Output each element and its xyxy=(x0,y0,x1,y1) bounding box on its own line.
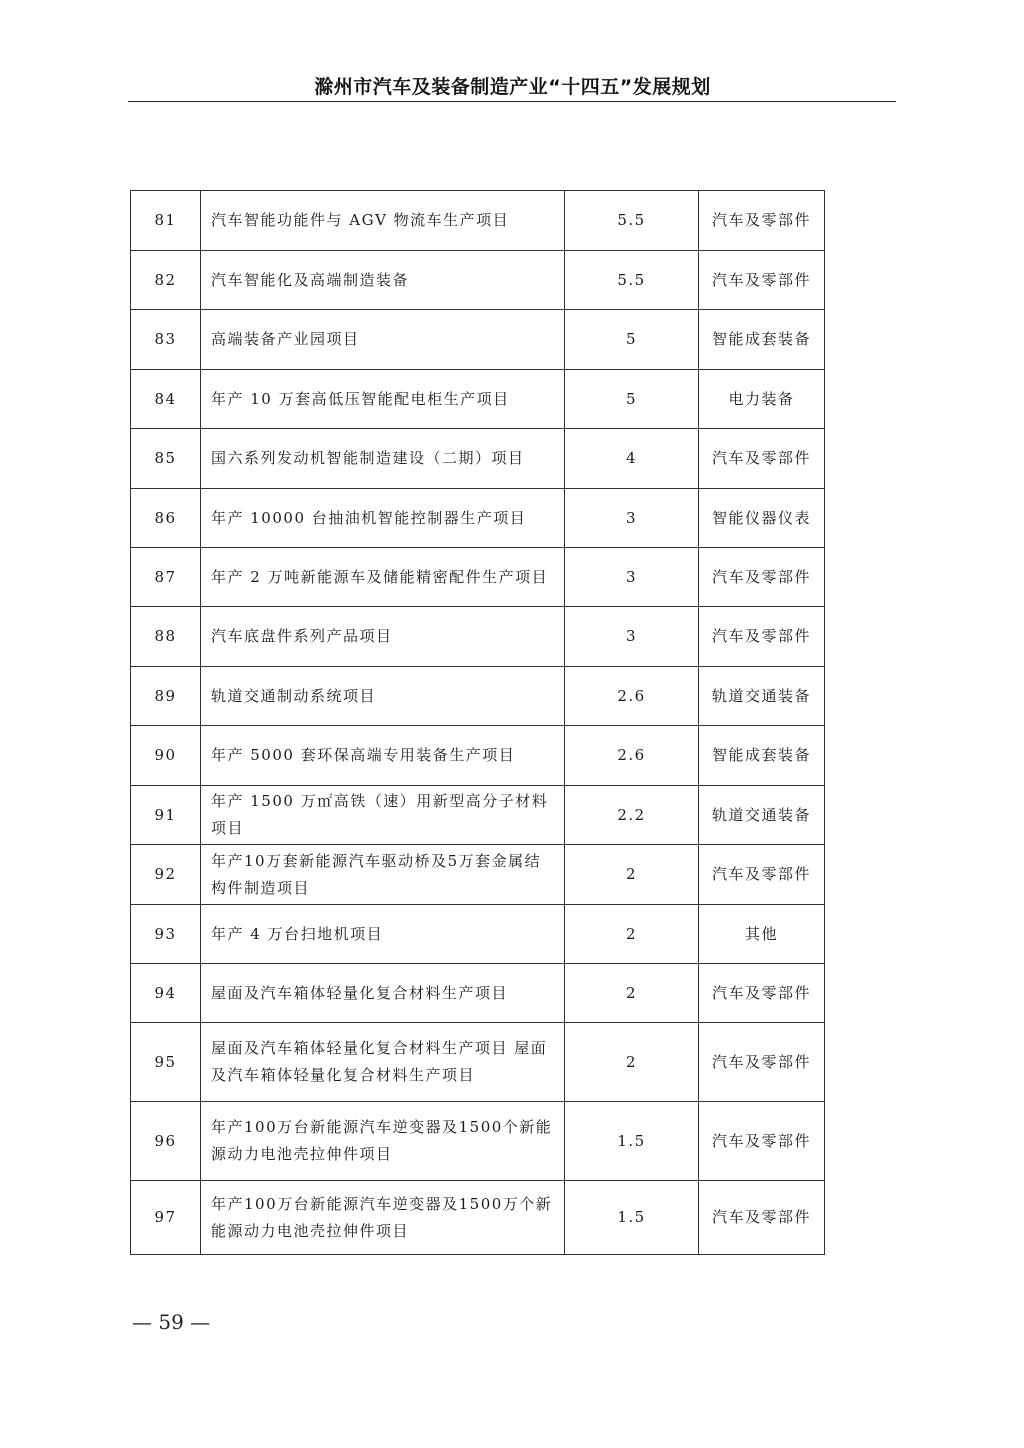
row-number: 94 xyxy=(131,964,201,1023)
industry-category: 汽车及零部件 xyxy=(699,845,825,905)
row-number: 83 xyxy=(131,310,201,370)
header-rule xyxy=(128,101,896,102)
row-number: 85 xyxy=(131,429,201,489)
row-number: 90 xyxy=(131,726,201,786)
project-name: 汽车智能化及高端制造装备 xyxy=(201,251,565,310)
running-header-title: 滁州市汽车及装备制造产业“十四五”发展规划 xyxy=(314,76,711,98)
investment-value: 1.5 xyxy=(565,1181,699,1255)
table-row xyxy=(131,726,825,786)
row-number: 96 xyxy=(131,1102,201,1181)
row-number: 82 xyxy=(131,251,201,310)
industry-category: 其他 xyxy=(699,905,825,964)
project-name: 汽车智能功能件与 AGV 物流车生产项目 xyxy=(201,191,565,251)
investment-value: 2.2 xyxy=(565,786,699,845)
industry-category: 智能成套装备 xyxy=(699,726,825,786)
investment-value: 5.5 xyxy=(565,251,699,310)
investment-value: 2 xyxy=(565,845,699,905)
table-row xyxy=(131,964,825,1023)
row-number: 87 xyxy=(131,548,201,607)
row-number: 92 xyxy=(131,845,201,905)
project-name: 年产 2 万吨新能源车及储能精密配件生产项目 xyxy=(201,548,565,607)
industry-category: 汽车及零部件 xyxy=(699,1023,825,1102)
project-name: 轨道交通制动系统项目 xyxy=(201,667,565,726)
project-name: 汽车底盘件系列产品项目 xyxy=(201,607,565,667)
table-row xyxy=(131,1181,825,1255)
table-row xyxy=(131,607,825,667)
project-name: 年产 10 万套高低压智能配电柜生产项目 xyxy=(201,370,565,429)
investment-value: 2.6 xyxy=(565,667,699,726)
project-name: 高端装备产业园项目 xyxy=(201,310,565,370)
project-name: 屋面及汽车箱体轻量化复合材料生产项目 屋面及汽车箱体轻量化复合材料生产项目 xyxy=(201,1023,565,1102)
project-table xyxy=(130,190,825,1255)
row-number: 84 xyxy=(131,370,201,429)
industry-category: 电力装备 xyxy=(699,370,825,429)
row-number: 89 xyxy=(131,667,201,726)
table-row xyxy=(131,1023,825,1102)
investment-value: 4 xyxy=(565,429,699,489)
project-name: 年产 1500 万㎡高铁（速）用新型高分子材料项目 xyxy=(201,786,565,845)
industry-category: 智能成套装备 xyxy=(699,310,825,370)
industry-category: 汽车及零部件 xyxy=(699,964,825,1023)
row-number: 95 xyxy=(131,1023,201,1102)
industry-category: 汽车及零部件 xyxy=(699,429,825,489)
table-row xyxy=(131,667,825,726)
table-row xyxy=(131,489,825,548)
table-row xyxy=(131,845,825,905)
industry-category: 汽车及零部件 xyxy=(699,251,825,310)
industry-category: 汽车及零部件 xyxy=(699,548,825,607)
investment-value: 2.6 xyxy=(565,726,699,786)
row-number: 88 xyxy=(131,607,201,667)
industry-category: 汽车及零部件 xyxy=(699,1181,825,1255)
table-row xyxy=(131,429,825,489)
project-name: 年产 10000 台抽油机智能控制器生产项目 xyxy=(201,489,565,548)
industry-category: 汽车及零部件 xyxy=(699,191,825,251)
table-row xyxy=(131,310,825,370)
project-name: 国六系列发动机智能制造建设（二期）项目 xyxy=(201,429,565,489)
investment-value: 3 xyxy=(565,489,699,548)
table-row xyxy=(131,1102,825,1181)
investment-value: 1.5 xyxy=(565,1102,699,1181)
project-name: 年产10万套新能源汽车驱动桥及5万套金属结构件制造项目 xyxy=(201,845,565,905)
investment-value: 5.5 xyxy=(565,191,699,251)
investment-value: 2 xyxy=(565,905,699,964)
project-name: 屋面及汽车箱体轻量化复合材料生产项目 xyxy=(201,964,565,1023)
row-number: 91 xyxy=(131,786,201,845)
industry-category: 轨道交通装备 xyxy=(699,786,825,845)
table-row xyxy=(131,251,825,310)
project-name: 年产100万台新能源汽车逆变器及1500万个新能源动力电池壳拉伸件项目 xyxy=(201,1181,565,1255)
table-row xyxy=(131,548,825,607)
industry-category: 汽车及零部件 xyxy=(699,607,825,667)
industry-category: 汽车及零部件 xyxy=(699,1102,825,1181)
project-name: 年产 4 万台扫地机项目 xyxy=(201,905,565,964)
row-number: 93 xyxy=(131,905,201,964)
investment-value: 3 xyxy=(565,607,699,667)
table-row xyxy=(131,191,825,251)
investment-value: 5 xyxy=(565,310,699,370)
investment-value: 2 xyxy=(565,964,699,1023)
industry-category: 智能仪器仪表 xyxy=(699,489,825,548)
project-name: 年产 5000 套环保高端专用装备生产项目 xyxy=(201,726,565,786)
investment-value: 3 xyxy=(565,548,699,607)
row-number: 81 xyxy=(131,191,201,251)
table-row xyxy=(131,786,825,845)
row-number: 86 xyxy=(131,489,201,548)
table-row xyxy=(131,370,825,429)
row-number: 97 xyxy=(131,1181,201,1255)
investment-value: 2 xyxy=(565,1023,699,1102)
investment-value: 5 xyxy=(565,370,699,429)
table-row xyxy=(131,905,825,964)
industry-category: 轨道交通装备 xyxy=(699,667,825,726)
project-name: 年产100万台新能源汽车逆变器及1500个新能源动力电池壳拉伸件项目 xyxy=(201,1102,565,1181)
page-number: — 59 — xyxy=(132,1310,211,1334)
